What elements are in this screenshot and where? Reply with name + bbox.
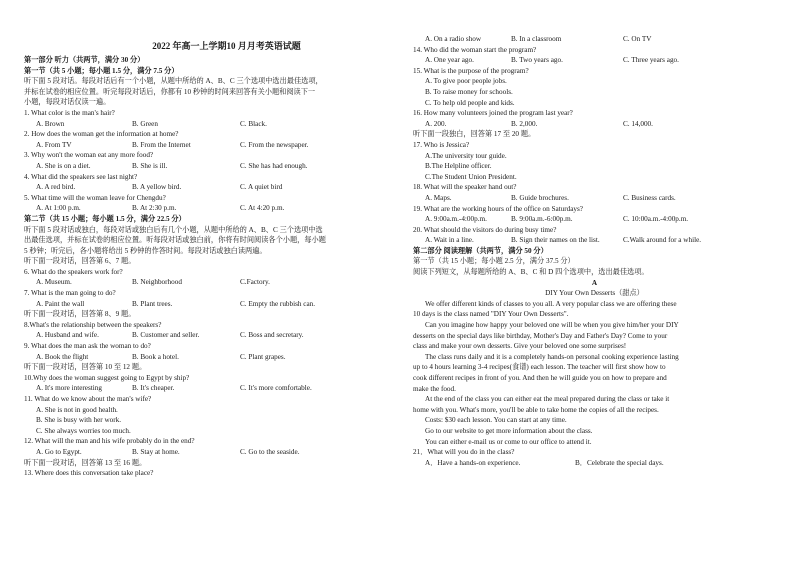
text-line: 10 days is the class named "DIY Your Own Desserts". xyxy=(413,310,569,319)
text-line: 5 秒钟；听完后，各小题将给出 5 秒钟的作答时间。每段对话或独白读两遍。 xyxy=(24,246,267,255)
answer-options xyxy=(413,119,776,130)
answer-options xyxy=(24,330,387,341)
section-heading: 第一节（共 5 小题；每小题 1.5 分，满分 7.5 分） xyxy=(24,66,179,75)
text-line: 16. How many volunteers joined the program last year? xyxy=(413,109,573,118)
option-c: C. At 4:20 p.m. xyxy=(240,204,285,213)
text-line: 19. What are the working hours of the office on Saturdays? xyxy=(413,204,583,213)
answer-options xyxy=(24,352,387,363)
answer-options xyxy=(24,447,387,458)
option-c: C. From the newspaper. xyxy=(240,140,309,149)
text-line: 21．What will you do in the class? xyxy=(413,448,515,457)
text-line: A. To give poor people jobs. xyxy=(425,77,507,86)
option-c: C. A quiet bird xyxy=(240,183,283,192)
text-line: 听下面 5 段对话。每段对话后有一个小题，从题中所给的 A、B、C 三个选项中选出最佳选项， xyxy=(24,77,323,86)
text-line: 12. What will the man and his wife probably do in the end? xyxy=(24,437,195,446)
text-line: At the end of the class you can either eat the meal prepared during the class or take it xyxy=(425,395,670,404)
text-line: 15. What is the purpose of the program? xyxy=(413,66,529,75)
option-b: B. In a classroom xyxy=(511,35,562,43)
option-a: A. Book the flight xyxy=(36,352,89,361)
text-line: 5. What time will the woman leave for Chengdu? xyxy=(24,193,166,202)
text-line: DIY Your Own Desserts（甜点） xyxy=(545,289,644,298)
text-line: B. She is busy with her work. xyxy=(36,416,122,425)
text-line: class and make your own desserts. Give your beloved one some surprises! xyxy=(413,342,627,351)
answer-options xyxy=(413,55,776,66)
text-line: The class runs daily and it is a completely hands-on personal cooking experience lasting xyxy=(425,352,679,361)
option-b: B. At 2:30 p.m. xyxy=(132,204,177,213)
text-line: 9. What does the man ask the woman to do? xyxy=(24,342,151,351)
text-line: 1. What color is the man's hair? xyxy=(24,108,115,117)
text-line: Go to our website to get more information about the class. xyxy=(425,426,593,435)
section-heading: A xyxy=(591,278,598,287)
option-b: B. Stay at home. xyxy=(132,447,180,456)
text-line: 2. How does the woman get the information at home? xyxy=(24,130,179,139)
text-line: 并标在试卷的相应位置。听完每段对话后，你都有 10 秒钟的时间来回答有关小题和阅读下一 xyxy=(24,87,316,96)
section-heading: 第二部分 阅读理解（共两节，满分 50 分） xyxy=(413,246,548,255)
option-b: B. 9:00a.m.-6:00p.m. xyxy=(511,215,573,224)
option-a: A. 9:00a.m.-4:00p.m. xyxy=(425,215,487,224)
option-b: B. Two years ago. xyxy=(511,56,563,65)
option-a: A. At 1:00 p.m. xyxy=(36,204,81,213)
text-line: 17. Who is Jessica? xyxy=(413,140,470,149)
option-c: C. She has had enough. xyxy=(240,161,308,170)
answer-options xyxy=(413,193,776,204)
text-line: 听下面一段对话，回答第 10 至 12 题。 xyxy=(24,363,147,372)
text-line: 7. What is the man going to do? xyxy=(24,289,116,298)
option-a: A. 200. xyxy=(425,119,447,128)
option-c: C. Plant grapes. xyxy=(240,352,286,361)
text-line: C. To help old people and kids. xyxy=(425,98,515,107)
answer-options xyxy=(413,458,776,469)
text-line: 4. What did the speakers see last night? xyxy=(24,172,138,181)
option-c: C.Walk around for a while. xyxy=(623,236,702,245)
option-a: A. One year ago. xyxy=(425,56,474,65)
text-line: 11. What do we know about the man's wife? xyxy=(24,395,152,403)
option-c: C. Black. xyxy=(240,119,267,128)
text-line: 听下面一段独白，回答第 17 至 20 题。 xyxy=(413,130,536,139)
text-line: 20. What should the visitors do during busy time? xyxy=(413,225,557,234)
option-a: A. Brown xyxy=(36,119,65,128)
text-line: 14. Who did the woman start the program? xyxy=(413,45,537,54)
option-b: B. Book a hotel. xyxy=(132,352,179,361)
left-column xyxy=(24,55,387,570)
text-line: desserts on the special days like birthday, Mother's Day and Father's Day? Come to your xyxy=(413,331,668,340)
text-line: B. To raise money for schools. xyxy=(425,87,513,96)
option-c: C. Three years ago. xyxy=(623,56,679,65)
text-line: We offer different kinds of classes to you all. A very popular class we are offering these xyxy=(425,299,677,308)
option-c: C. Empty the rubbish can. xyxy=(240,299,316,308)
option-b: B. 2,000. xyxy=(511,119,538,128)
option-b: B. Neighborhood xyxy=(132,278,182,287)
answer-options xyxy=(24,140,387,151)
text-line: C.The Student Union President. xyxy=(425,172,517,181)
text-line: 小题，每段对话仅读一遍。 xyxy=(24,98,111,107)
option-b: B. A yellow bird. xyxy=(132,183,182,192)
text-line: A.The university tour guide. xyxy=(425,151,507,160)
option-a: A. A red bird. xyxy=(36,183,76,192)
text-line: C. She always worries too much. xyxy=(36,426,131,435)
option-b: B．Celebrate the special days. xyxy=(575,458,664,467)
option-b: B. Guide brochures. xyxy=(511,193,569,202)
text-line: cook different recipes in front of you. And then he will guide you on how to prepare and xyxy=(413,374,667,382)
option-a: A. Paint the wall xyxy=(36,299,85,308)
answer-options xyxy=(413,214,776,225)
answer-options xyxy=(24,161,387,172)
text-line: B.The Helpline officer. xyxy=(425,162,492,171)
text-line: Costs: $30 each lesson. You can start at any time. xyxy=(425,416,567,425)
section-heading: 第一部分 听力（共两节，满分 30 分） xyxy=(24,56,145,64)
option-b: B. Customer and seller. xyxy=(132,331,200,340)
option-a: A．Have a hands-on experience. xyxy=(425,458,521,467)
option-c: C. Boss and secretary. xyxy=(240,331,304,340)
option-a: A. Husband and wife. xyxy=(36,331,99,340)
text-line: 18. What will the speaker hand out? xyxy=(413,183,517,192)
text-line: 听下面一段对话，回答第 6、7 题。 xyxy=(24,257,136,266)
option-a: A. Wait in a line. xyxy=(425,236,474,245)
answer-options xyxy=(24,277,387,288)
option-c: C. Business cards. xyxy=(623,193,676,202)
answer-options xyxy=(24,119,387,130)
answer-options xyxy=(24,299,387,310)
text-line: 13. Where does this conversation take place? xyxy=(24,469,154,478)
option-c: C. 10:00a.m.-4:00p.m. xyxy=(623,215,689,224)
option-b: B. From the Internet xyxy=(132,140,191,149)
option-a: A. Museum. xyxy=(36,278,72,287)
option-a: A. On a radio show xyxy=(425,35,482,43)
right-column xyxy=(413,34,776,549)
option-b: B. Sign their names on the list. xyxy=(511,236,600,245)
option-a: A. Maps. xyxy=(425,193,452,202)
text-line: 3. Why won't the woman eat any more food? xyxy=(24,151,154,160)
text-line: 第一节（共 15 小题；每小题 2.5 分，满分 37.5 分） xyxy=(413,257,575,266)
text-line: 出最佳选项，并标在试卷的相应位置。听每段对话或独白前，你将有时间阅读各个小题，每小题 xyxy=(24,236,326,245)
text-line: home with you. What's more, you'll be able to take home the copies of all the recipes. xyxy=(413,405,659,414)
text-line: 听下面一段对话，回答第 8、9 题。 xyxy=(24,310,136,319)
option-a: A. From TV xyxy=(36,140,72,149)
text-line: Can you imagine how happy your beloved one will be when you give him/her your DIY xyxy=(425,321,679,330)
option-a: A. It's more interesting xyxy=(36,384,102,393)
option-c: C.Factory. xyxy=(240,278,270,287)
answer-options xyxy=(24,182,387,193)
text-line: make the food. xyxy=(413,384,456,393)
option-c: C. On TV xyxy=(623,35,652,43)
option-b: B. Plant trees. xyxy=(132,299,173,308)
text-line: 听下面一段对话，回答第 13 至 16 题。 xyxy=(24,458,147,467)
option-b: B. She is ill. xyxy=(132,161,168,170)
option-c: C. Go to the seaside. xyxy=(240,447,300,456)
answer-options xyxy=(24,203,387,214)
text-line: 8.What's the relationship between the speakers? xyxy=(24,320,162,329)
answer-options xyxy=(413,34,776,45)
option-b: B. It's cheaper. xyxy=(132,384,175,393)
option-a: A. Go to Egypt. xyxy=(36,447,82,456)
section-heading: 第二节（共 15 小题；每小题 1.5 分，满分 22.5 分） xyxy=(24,214,186,223)
text-line: 10.Why does the woman suggest going to Egypt by ship? xyxy=(24,373,190,382)
text-line: 6. What do the speakers work for? xyxy=(24,267,123,276)
option-c: C. 14,000. xyxy=(623,119,653,128)
text-line: A. She is not in good health. xyxy=(36,405,118,414)
option-a: A. She is on a diet. xyxy=(36,161,91,170)
exam-title: 2022 年高一上学期10 月月考英语试题 xyxy=(152,41,301,51)
option-b: B. Green xyxy=(132,119,158,128)
text-line: You can either e-mail us or come to our office to attend it. xyxy=(425,437,592,446)
text-line: 阅读下列短文，从每题所给的 A、B、C 和 D 四个选项中，选出最佳选项。 xyxy=(413,268,649,277)
text-line: 听下面 5 段对话或独白，每段对话或独白后有几个小题，从题中所给的 A、B、C 三个选项中选 xyxy=(24,225,323,234)
answer-options xyxy=(24,383,387,394)
option-c: C. It's more comfortable. xyxy=(240,384,312,393)
answer-options xyxy=(413,235,776,246)
text-line: up to 4 hours learning 3-4 recipes(食谱) each lesson. The teacher will first show how to xyxy=(413,363,666,372)
